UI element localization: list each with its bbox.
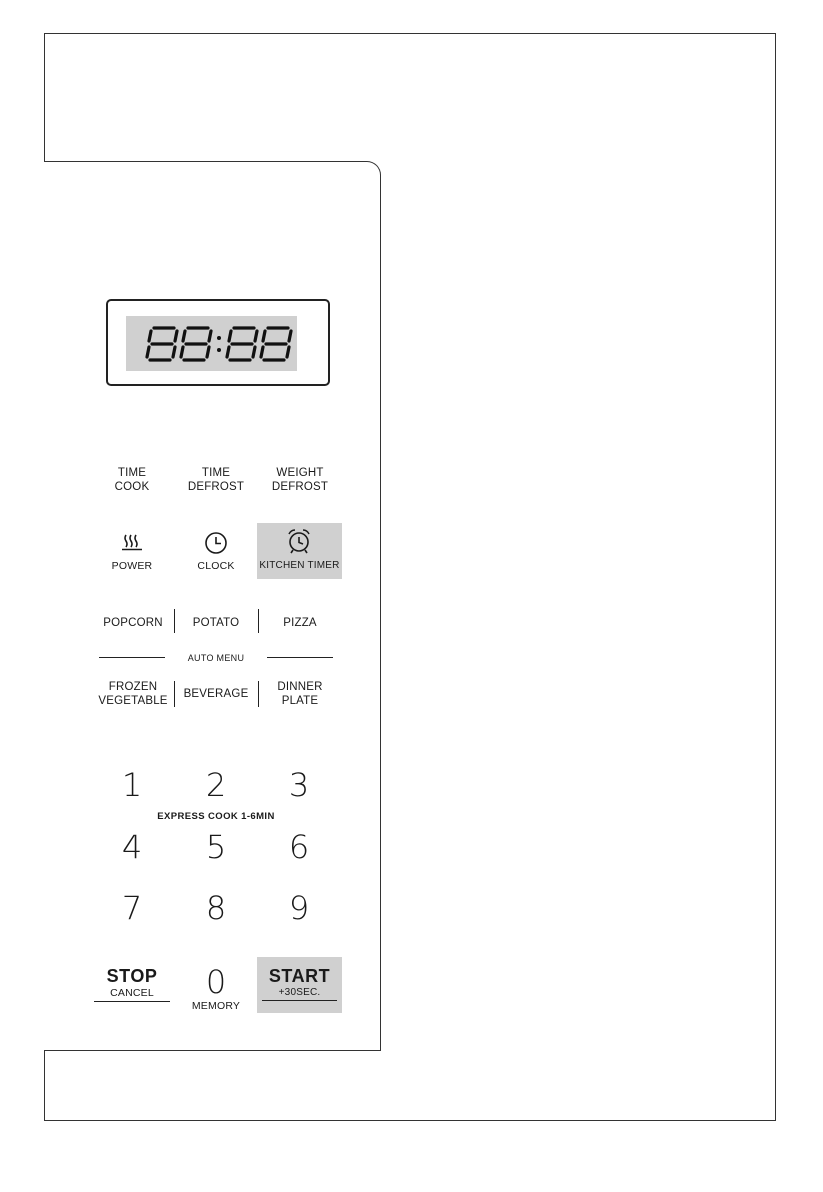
display-digit <box>181 328 211 360</box>
start-underline <box>262 1000 337 1001</box>
display-segment <box>209 331 211 341</box>
display-colon-dot <box>217 336 221 340</box>
display-segment <box>229 331 231 341</box>
key-0-memory-button[interactable] <box>186 962 246 1014</box>
popcorn-button[interactable]: POPCORN <box>103 617 163 629</box>
kitchen-timer-button[interactable] <box>257 523 342 579</box>
separator <box>174 609 175 633</box>
clock-button[interactable] <box>184 528 248 576</box>
display-segment <box>227 347 229 357</box>
stop-cancel-button[interactable] <box>93 964 171 1004</box>
potato-button[interactable]: POTATO <box>192 617 240 629</box>
stop-underline <box>94 1001 170 1002</box>
power-button[interactable] <box>100 528 164 576</box>
pizza-button[interactable]: PIZZA <box>283 617 317 629</box>
plus-30sec-label: +30SEC. <box>278 987 321 998</box>
frozen-vegetable-button[interactable]: FROZEN VEGETABLE <box>98 681 168 707</box>
separator <box>258 609 259 633</box>
display-digit <box>147 328 177 360</box>
display-segment <box>147 347 149 357</box>
display-segment <box>253 347 255 357</box>
auto-menu-rule-right <box>267 657 333 658</box>
display-segment <box>183 331 185 341</box>
beverage-button[interactable]: BEVERAGE <box>183 688 249 700</box>
key-8[interactable]: 8 <box>205 889 227 927</box>
alarm-clock-icon <box>286 528 312 555</box>
key-1[interactable]: 1 <box>121 766 143 804</box>
start-label: START <box>268 966 331 986</box>
key-7[interactable]: 7 <box>121 889 143 927</box>
memory-label: MEMORY <box>191 1000 241 1012</box>
display-segment <box>173 347 175 357</box>
stop-label: STOP <box>106 966 158 986</box>
display-segment <box>261 347 263 357</box>
display-segment <box>149 331 151 341</box>
display-segment <box>207 347 209 357</box>
time-defrost-button[interactable]: TIME DEFROST <box>187 467 245 493</box>
display-screen <box>126 316 297 371</box>
dinner-plate-button[interactable]: DINNER PLATE <box>277 681 323 707</box>
express-cook-label: EXPRESS COOK 1-6MIN <box>157 811 275 822</box>
auto-menu-title: AUTO MENU <box>187 653 245 663</box>
key-6[interactable]: 6 <box>288 828 310 866</box>
display-colon-dot <box>217 348 221 352</box>
clock-label: CLOCK <box>197 560 235 572</box>
key-2[interactable]: 2 <box>205 766 227 804</box>
display-segment <box>263 331 265 341</box>
key-3[interactable]: 3 <box>288 766 310 804</box>
key-0: 0 <box>205 963 227 1001</box>
cancel-label: CANCEL <box>110 987 154 999</box>
auto-menu-rule-left <box>99 657 165 658</box>
display-segment <box>175 331 177 341</box>
key-5[interactable]: 5 <box>205 828 227 866</box>
separator <box>174 681 175 707</box>
power-wave-icon <box>120 533 144 551</box>
key-4[interactable]: 4 <box>121 828 143 866</box>
separator <box>258 681 259 707</box>
display-digit <box>261 328 291 360</box>
time-cook-button[interactable]: TIME COOK <box>114 467 150 493</box>
start-30sec-button[interactable] <box>257 957 342 1013</box>
kitchen-timer-label: KITCHEN TIMER <box>259 560 340 571</box>
display-segment <box>255 331 257 341</box>
display-digit <box>227 328 257 360</box>
power-label: POWER <box>111 560 153 572</box>
display-segment <box>289 331 291 341</box>
display-segment <box>287 347 289 357</box>
display-segment <box>181 347 183 357</box>
key-9[interactable]: 9 <box>288 889 310 927</box>
seven-segment-display <box>126 316 297 371</box>
weight-defrost-button[interactable]: WEIGHT DEFROST <box>271 467 329 493</box>
clock-icon <box>204 531 228 555</box>
